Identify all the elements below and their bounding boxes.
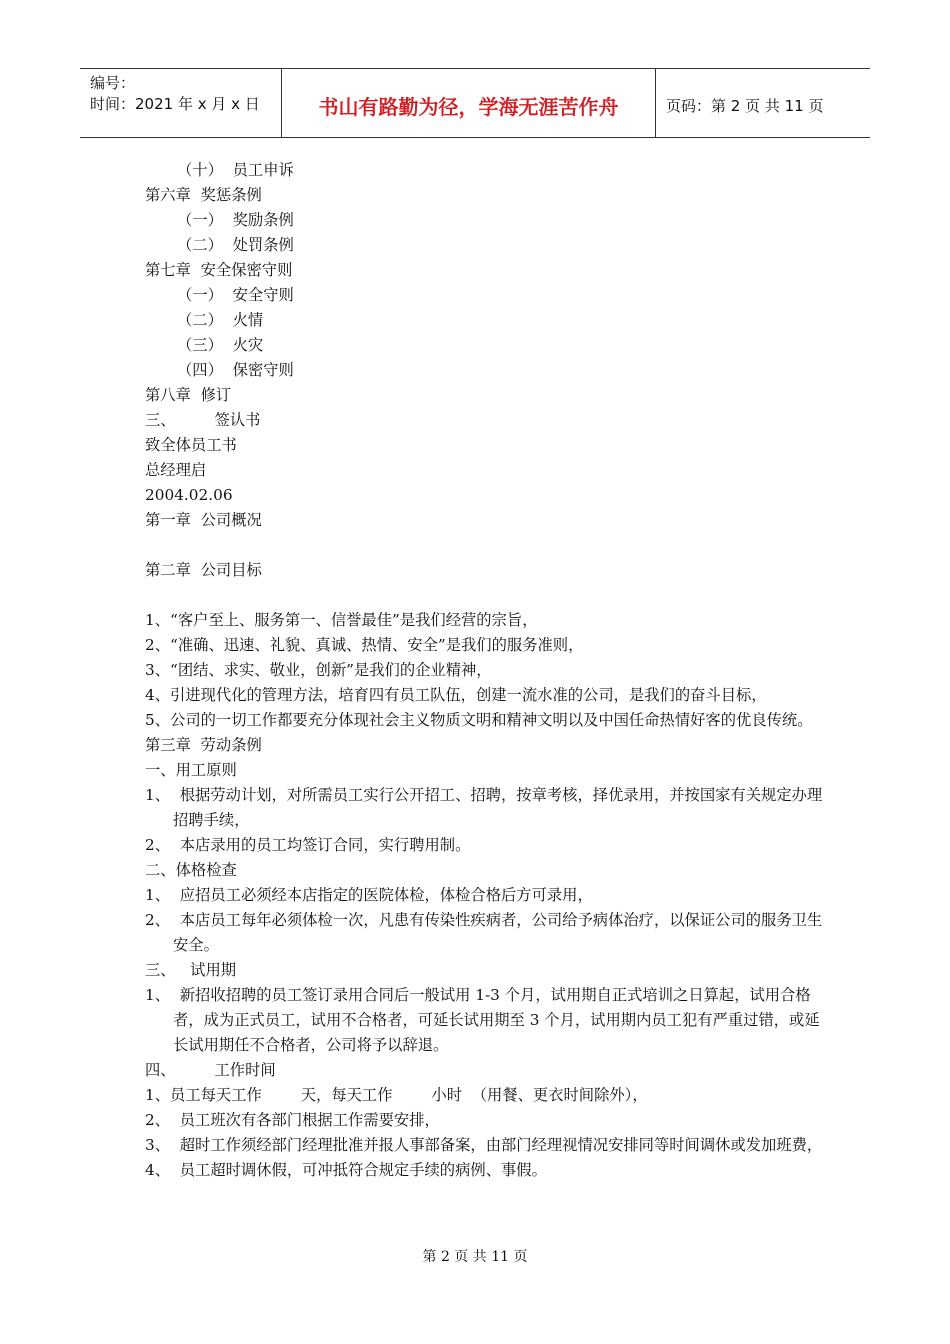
goal-item: 5、公司的一切工作都要充分体现社会主义物质文明和精神文明以及中国任命热情好客的优良传统。 bbox=[145, 711, 813, 729]
toc-item: （一） 安全守则 bbox=[177, 286, 294, 304]
toc-chapter: 第六章 奖惩条例 bbox=[145, 186, 262, 204]
page-footer: 第 2 页 共 11 页 bbox=[422, 1249, 528, 1265]
goal-item: 1、“客户至上、服务第一、信誉最佳”是我们经营的宗旨， bbox=[145, 611, 538, 629]
letter-signature: 总经理启 bbox=[145, 461, 207, 479]
chapter-heading: 第一章 公司概况 bbox=[145, 511, 262, 529]
toc-item: （一） 奖励条例 bbox=[177, 211, 294, 229]
goal-item: 2、“准确、迅速、礼貌、真诚、热情、安全”是我们的服务准则， bbox=[145, 636, 584, 654]
clause-item: 1、 新招收招聘的员工签订录用合同后一般试用 1-3 个月，试用期自正式培训之日算起，试用合格者，成为正式员工，试用不合格者，可延长试用期至 3 个月，试用期内员工犯有严重过错，或延长试用期任不合格者，公司将予以辞退。 bbox=[145, 986, 820, 1054]
clause-item: 1、 根据劳动计划，对所需员工实行公开招工、招聘，按章考核，择优录用，并按国家有关规定办理招聘手续， bbox=[145, 786, 823, 829]
toc-chapter: 第八章 修订 bbox=[145, 386, 232, 404]
chapter-heading: 第三章 劳动条例 bbox=[145, 736, 262, 754]
clause-item: 4、 员工超时调休假，可冲抵符合规定手续的病例、事假。 bbox=[145, 1161, 547, 1179]
toc-item: （二） 处罚条例 bbox=[177, 236, 294, 254]
toc-item: （十） 员工申诉 bbox=[177, 161, 294, 179]
section-heading: 一、用工原则 bbox=[145, 761, 237, 779]
goal-item: 3、“团结、求实、敬业，创新”是我们的企业精神， bbox=[145, 661, 492, 679]
toc-chapter: 第七章 安全保密守则 bbox=[145, 261, 293, 279]
header-meta bbox=[80, 69, 282, 137]
chapter-heading: 第二章 公司目标 bbox=[145, 561, 262, 579]
header-motto: 书山有路勤为径，学海无涯苦作舟 bbox=[282, 69, 656, 137]
letter-date: 2004.02.06 bbox=[145, 486, 233, 504]
clause-item: 2、 员工班次有各部门根据工作需要安排， bbox=[145, 1111, 440, 1129]
letter-title: 致全体员工书 bbox=[145, 436, 237, 454]
section-heading: 二、体格检查 bbox=[145, 861, 237, 879]
blank-line bbox=[145, 583, 825, 608]
number-label: 编号： bbox=[90, 74, 136, 92]
section-heading: 四、 工作时间 bbox=[145, 1061, 276, 1079]
document-body bbox=[145, 158, 825, 1183]
time-label: 时间：2021 年 x 月 x 日 bbox=[90, 95, 260, 113]
clause-item: 1、员工每天工作 天，每天工作 小时 （用餐、更衣时间除外）， bbox=[145, 1086, 648, 1104]
section-heading: 三、 试用期 bbox=[145, 961, 237, 979]
page-header bbox=[80, 68, 870, 138]
clause-item: 2、 本店员工每年必须体检一次，凡患有传染性疾病者，公司给予病体治疗，以保证公司的服务卫生安全。 bbox=[145, 911, 823, 954]
toc-item: （三） 火灾 bbox=[177, 336, 264, 354]
clause-item: 3、 超时工作须经部门经理批准并报人事部备案，由部门经理视情况安排同等时间调休或发加班费， bbox=[145, 1136, 823, 1154]
blank-line bbox=[145, 533, 825, 558]
clause-item: 1、 应招员工必须经本店指定的医院体检，体检合格后方可录用， bbox=[145, 886, 593, 904]
toc-item: （二） 火情 bbox=[177, 311, 264, 329]
goal-item: 4、引进现代化的管理方法，培育四有员工队伍，创建一流水准的公司，是我们的奋斗目标， bbox=[145, 686, 767, 704]
clause-item: 2、 本店录用的员工均签订合同，实行聘用制。 bbox=[145, 836, 471, 854]
section-heading: 三、 签认书 bbox=[145, 411, 261, 429]
toc-item: （四） 保密守则 bbox=[177, 361, 294, 379]
header-page-info: 页码：第 2 页 共 11 页 bbox=[666, 96, 824, 115]
